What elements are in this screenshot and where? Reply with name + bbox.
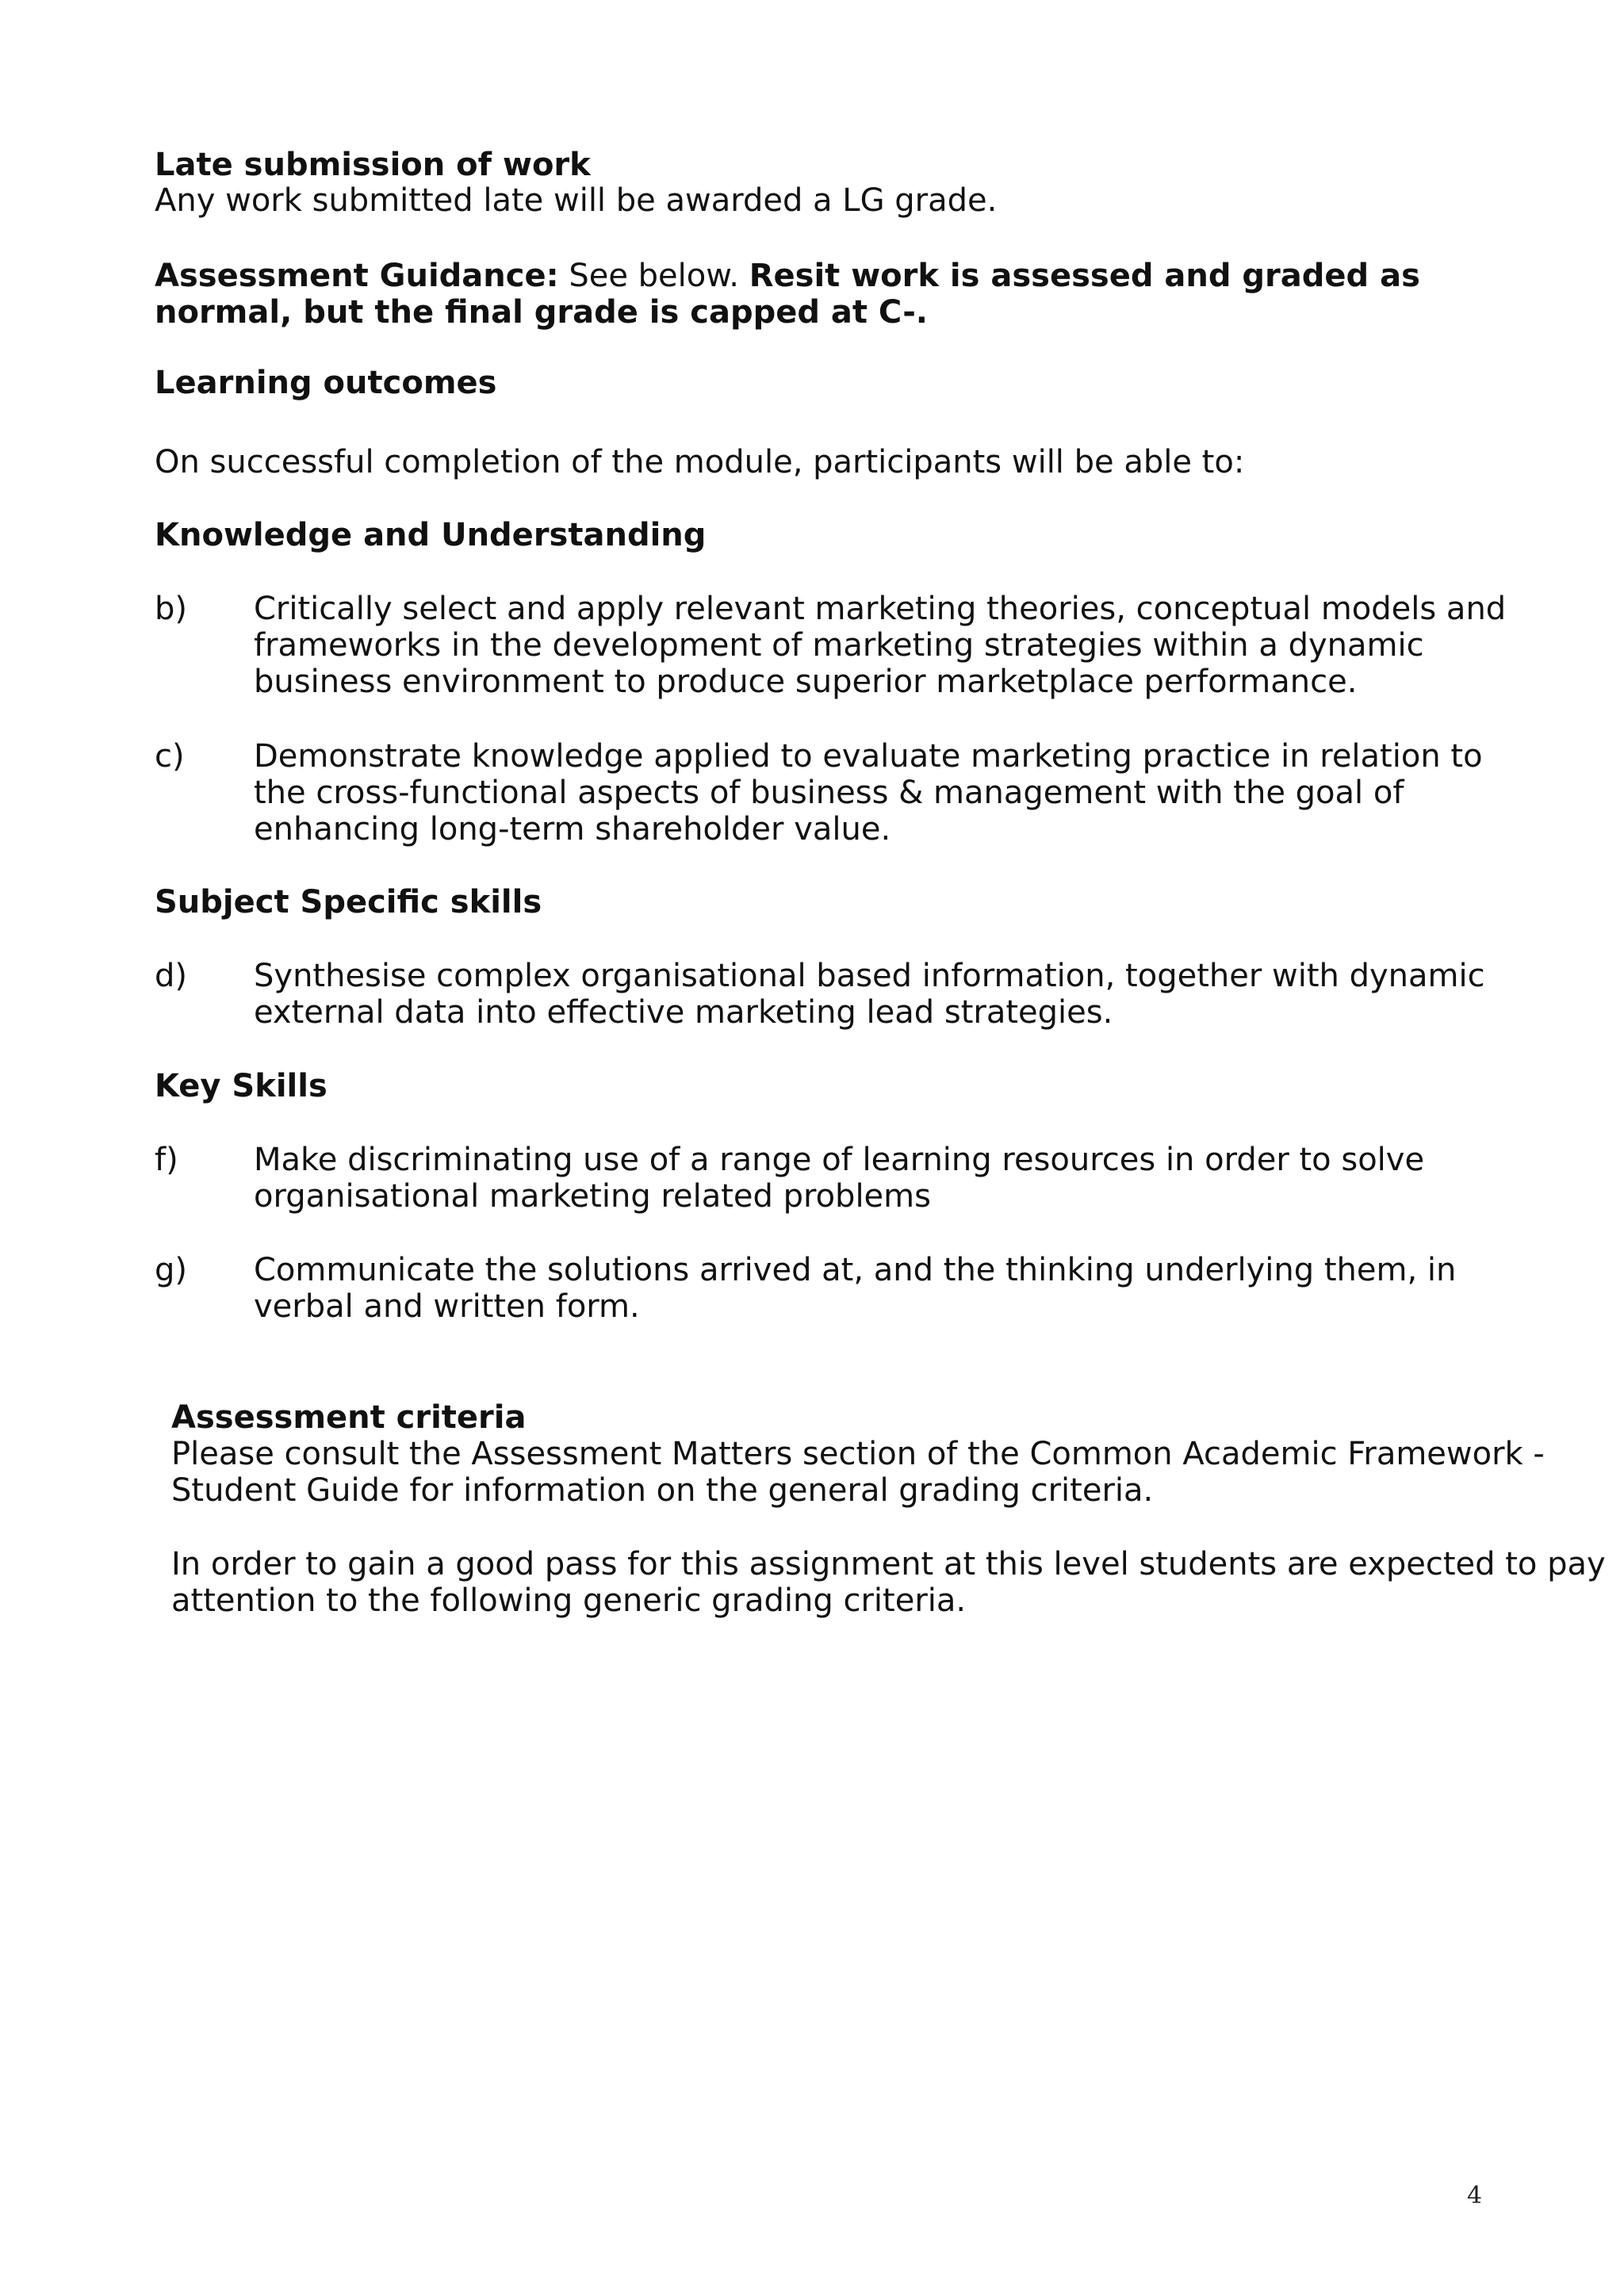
outcome-line: Communicate the solutions arrived at, and the thinking underlying them, in [254,1252,1457,1288]
outcome-label: c) [155,738,185,775]
assessment-criteria-para2-line: In order to gain a good pass for this assignment at this level students are expected to pay [171,1546,1606,1582]
late-submission-heading: Late submission of work [155,147,591,183]
outcome-line: verbal and written form. [254,1288,640,1325]
assessment-criteria-para1-line: Please consult the Assessment Matters section of the Common Academic Framework - [171,1436,1545,1472]
outcome-line: business environment to produce superior marketplace performance. [254,664,1358,700]
outcome-label: g) [155,1252,187,1288]
assessment-guidance-label: Assessment Guidance: [155,258,559,294]
subject-specific-heading: Subject Specific skills [155,884,542,920]
outcome-line: Critically select and apply relevant marketing theories, conceptual models and [254,591,1507,627]
learning-outcomes-heading: Learning outcomes [155,365,497,401]
assessment-guidance-plain: See below. [558,258,749,294]
outcome-line: the cross-functional aspects of business & management with the goal of [254,775,1404,811]
outcome-line: frameworks in the development of marketing strategies within a dynamic [254,627,1424,664]
assessment-guidance-bold-1: Resit work is assessed and graded as [749,258,1420,294]
outcome-label: d) [155,958,187,994]
knowledge-heading: Knowledge and Understanding [155,517,707,553]
key-skills-heading: Key Skills [155,1068,327,1104]
learning-outcomes-intro: On successful completion of the module, participants will be able to: [155,444,1245,480]
page-number: 4 [1467,2182,1483,2210]
assessment-criteria-para1-line: Student Guide for information on the general grading criteria. [171,1472,1154,1509]
outcome-line: Synthesise complex organisational based information, together with dynamic [254,958,1485,994]
outcome-line: Demonstrate knowledge applied to evaluate marketing practice in relation to [254,738,1483,775]
assessment-guidance-bold-2: normal, but the final grade is capped at C-. [155,294,928,331]
assessment-criteria-para2-line: attention to the following generic grading criteria. [171,1582,967,1619]
outcome-line: enhancing long-term shareholder value. [254,811,891,848]
outcome-line: external data into effective marketing lead strategies. [254,994,1113,1031]
outcome-line: Make discriminating use of a range of learning resources in order to solve [254,1142,1425,1178]
outcome-label: b) [155,591,187,627]
assessment-criteria-heading: Assessment criteria [171,1399,527,1436]
assessment-guidance-line-1 [155,258,1420,294]
late-submission-text: Any work submitted late will be awarded a LG grade. [155,182,998,219]
outcome-line: organisational marketing related problems [254,1178,931,1215]
outcome-label: f) [155,1142,178,1178]
